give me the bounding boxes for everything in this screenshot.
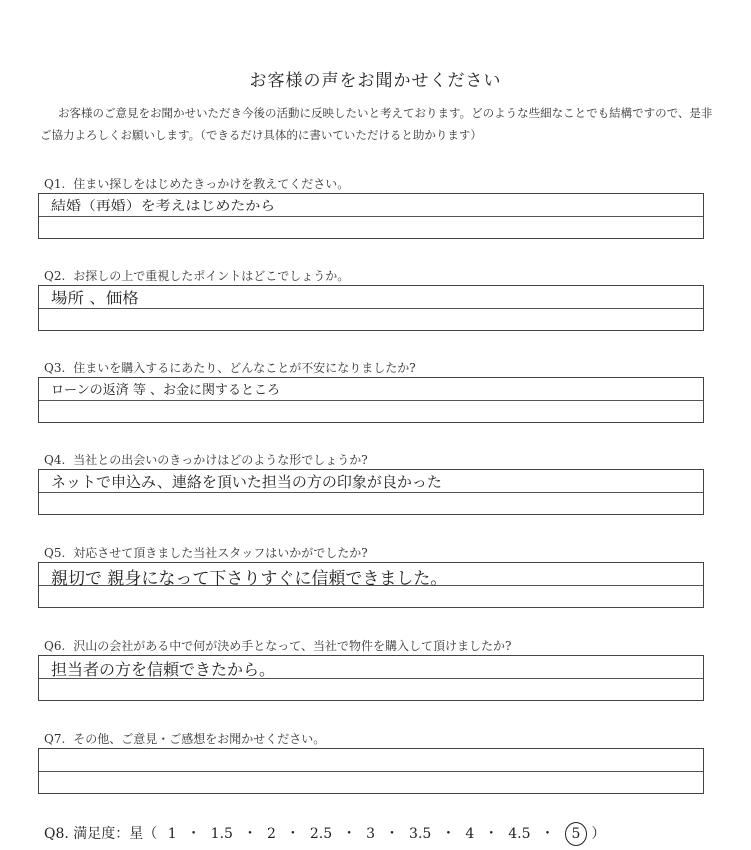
answer-box-1[interactable]	[38, 193, 704, 239]
question-text: その他、ご意見・ご感想をお聞かせください。	[73, 732, 326, 746]
question-4	[44, 451, 368, 468]
satisfaction-label: Q8.	[44, 826, 69, 842]
satisfaction-prefix: 満足度：星（	[73, 826, 158, 842]
rating-selected[interactable]: 5	[565, 822, 587, 846]
handwritten-answer: ネットで申込み、連絡を頂いた担当の方の印象が良かった	[51, 473, 442, 491]
answer-box-3[interactable]	[38, 377, 704, 423]
rating-separator: ・	[441, 826, 456, 842]
question-7	[44, 730, 325, 747]
answer-line-divider	[39, 308, 703, 309]
question-text: 住まい探しをはじめたきっかけを教えてください。	[73, 177, 350, 191]
answer-line-divider	[39, 216, 703, 217]
question-text: 沢山の会社がある中で何が決め手となって、当社で物件を購入して頂けましたか?	[73, 639, 512, 653]
question-5	[44, 544, 368, 561]
rating-option[interactable]: 3	[366, 826, 376, 842]
rating-option[interactable]: 3.5	[409, 826, 432, 842]
rating-separator: ・	[540, 826, 555, 842]
answer-box-7[interactable]	[38, 748, 704, 794]
question-text: 対応させて頂きました当社スタッフはいかがでしたか?	[73, 546, 368, 560]
answer-box-2[interactable]	[38, 285, 704, 331]
answer-box-5[interactable]	[38, 562, 704, 608]
rating-option[interactable]: 2	[266, 826, 276, 842]
answer-box-4[interactable]	[38, 469, 704, 515]
rating-separator: ・	[484, 826, 499, 842]
rating-options	[162, 826, 559, 842]
question-number: Q3.	[44, 361, 66, 375]
question-text: 当社との出会いのきっかけはどのような形でしょうか?	[73, 453, 368, 467]
question-text: お探しの上で重視したポイントはどこでしょうか。	[73, 269, 350, 283]
page-title: お客様の声をお聞かせください	[249, 71, 502, 91]
answer-line-divider	[39, 771, 703, 772]
handwritten-answer: 場所 、価格	[51, 289, 139, 307]
answer-box-6[interactable]	[38, 655, 704, 701]
intro-text: お客様のご意見をお聞かせいただき今後の活動に反映したいと考えております。どのような些細なことでも結構ですので、是非ご協力よろしくお願いします。（できるだけ具体的に書いていただけると助かります）	[40, 106, 713, 142]
question-2	[44, 267, 349, 284]
rating-option[interactable]: 4.5	[508, 826, 531, 842]
question-number: Q5.	[44, 546, 66, 560]
rating-option[interactable]: 2.5	[309, 826, 333, 842]
question-6	[44, 637, 512, 654]
rating-separator: ・	[385, 826, 400, 842]
rating-option[interactable]: 1	[167, 826, 177, 842]
rating-option[interactable]: 1.5	[210, 826, 233, 842]
satisfaction-suffix: ）	[591, 826, 606, 842]
rating-option[interactable]: 4	[465, 826, 475, 842]
rating-separator: ・	[342, 826, 357, 842]
rating-separator: ・	[186, 826, 201, 842]
rating-separator: ・	[242, 826, 257, 842]
question-number: Q2.	[44, 269, 66, 283]
rating-separator: ・	[285, 826, 300, 842]
question-number: Q6.	[44, 639, 66, 653]
handwritten-answer: ローンの返済 等 、お金に関するところ	[51, 383, 281, 398]
handwritten-answer: 担当者の方を信頼できたから。	[51, 660, 276, 679]
question-text: 住まいを購入するにあたり、どんなことが不安になりましたか?	[73, 361, 416, 375]
question-3	[44, 359, 416, 376]
answer-line-divider	[39, 400, 703, 401]
handwritten-answer: 親切で 親身になって下さりすぐに信頼できました。	[51, 569, 448, 589]
question-number: Q1.	[44, 177, 66, 191]
question-number: Q7.	[44, 732, 66, 746]
question-1	[44, 175, 349, 192]
answer-line-divider	[39, 492, 703, 493]
cut-off-text	[44, 843, 714, 850]
question-number: Q4.	[44, 453, 66, 467]
handwritten-answer: 結婚（再婚）を考えはじめたから	[51, 199, 276, 214]
